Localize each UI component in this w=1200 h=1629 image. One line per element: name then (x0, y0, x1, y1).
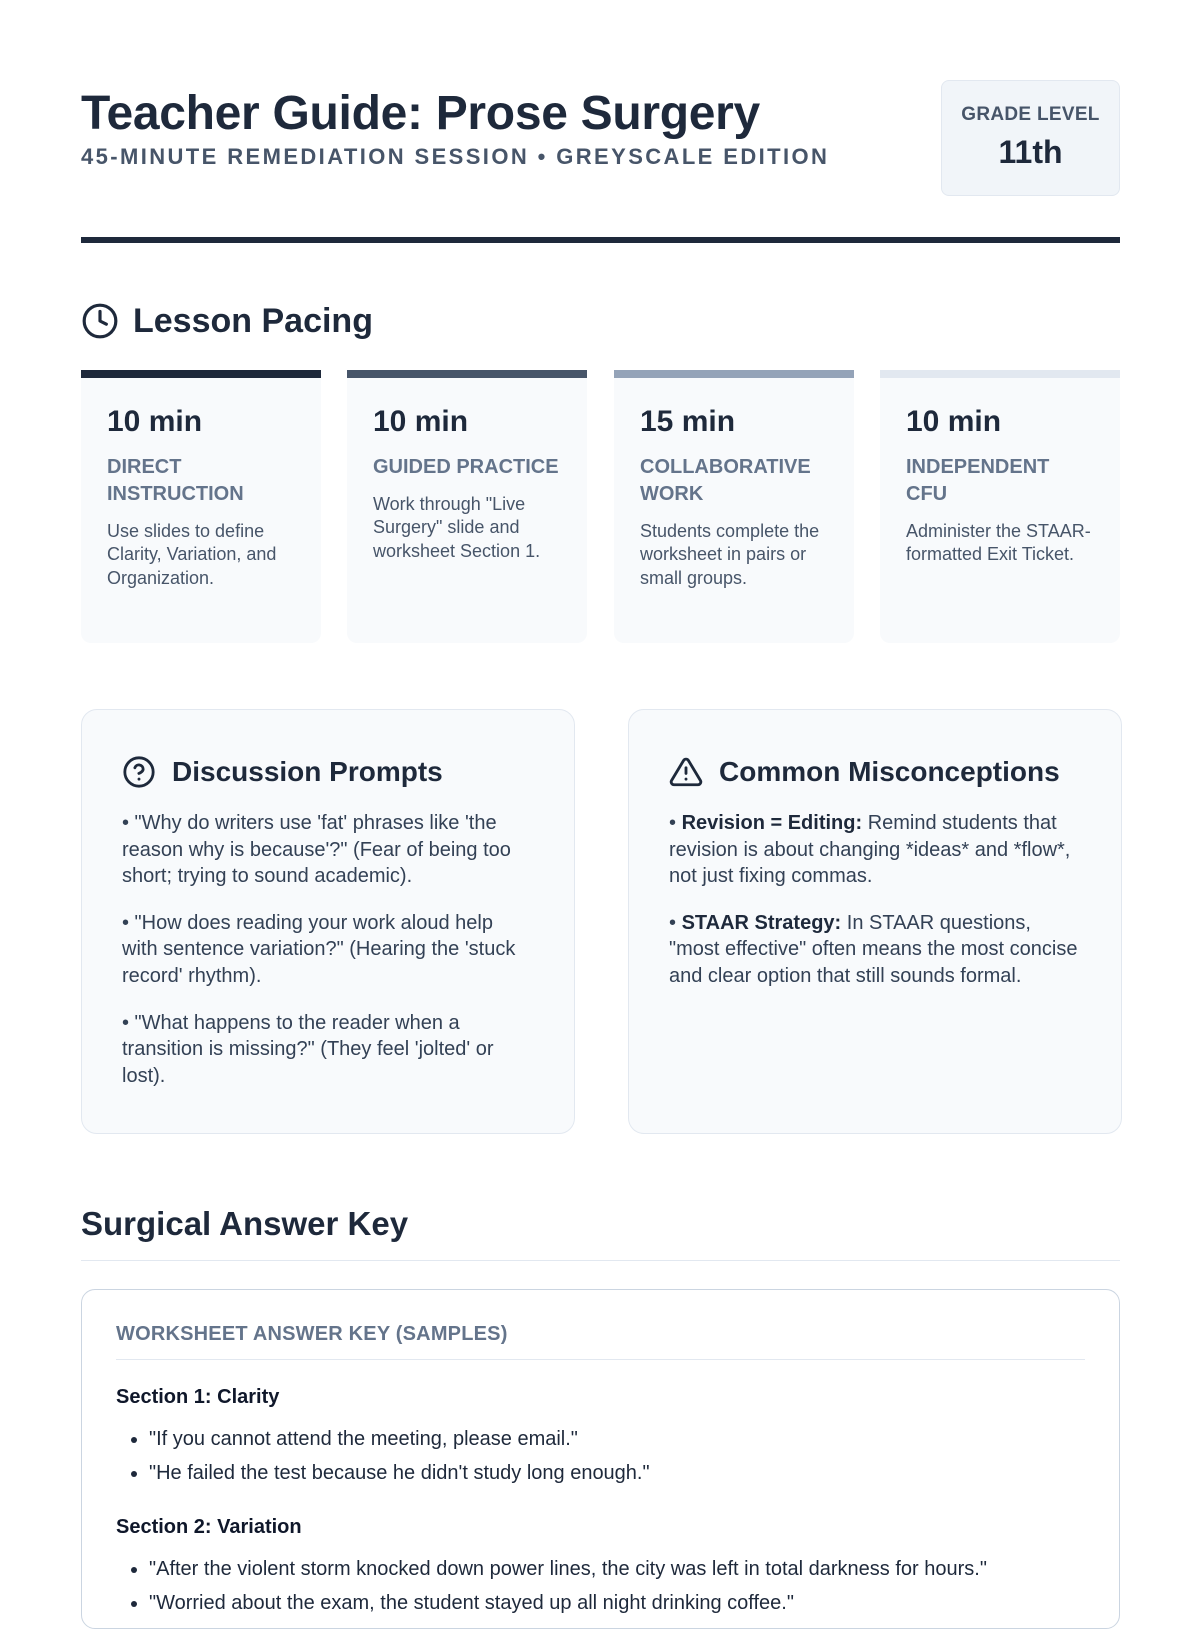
misconception-text: In STAAR questions, "most effective" often means the most concise and clear option that still sounds formal. (669, 911, 1078, 987)
phase-description: Use slides to define Clarity, Variation, and Organization. (107, 521, 277, 588)
discussion-prompts-card (81, 709, 575, 1134)
common-misconceptions-title: Common Misconceptions (719, 756, 1060, 787)
question-circle-icon (122, 755, 156, 789)
list-item: • "Why do writers use 'fat' phrases like 'the reason why is because'?" (Fear of being too short; trying to sound academic). (122, 812, 511, 888)
phase-card-collaborative-work (614, 370, 854, 643)
page-title: Teacher Guide: Prose Surgery (81, 87, 760, 140)
pacing-phases (81, 370, 1120, 643)
phase-name: DIRECT INSTRUCTION (107, 456, 244, 505)
list-item: • "How does reading your work aloud help with sentence variation?" (Hearing the 'stuck record' rhythm). (122, 911, 516, 987)
discussion-prompts-heading (122, 754, 534, 790)
answer-section-list (116, 1422, 1085, 1490)
phase-card-independent-cfu (880, 370, 1120, 643)
answer-key-title: Surgical Answer Key (81, 1205, 409, 1242)
misconception-text: Remind students that revision is about changing *ideas* and *flow*, not just fixing commas. (669, 812, 1071, 888)
common-misconceptions-heading (669, 754, 1081, 790)
list-item: • "If you cannot attend the meeting, please email." (149, 1422, 1085, 1456)
warning-triangle-icon (669, 755, 703, 789)
answer-key-card-title: WORKSHEET ANSWER KEY (SAMPLES) (116, 1323, 1085, 1360)
answer-key-heading (81, 1205, 1120, 1261)
phase-time: 10 min (906, 405, 1002, 438)
grade-level-value: 11th (998, 134, 1063, 170)
answer-key-card (81, 1289, 1120, 1629)
answer-section-title: Section 1: Clarity (116, 1386, 280, 1408)
list-item: • "What happens to the reader when a transition is missing?" (They feel 'jolted' or lost). (122, 1011, 494, 1087)
misconceptions-list (669, 810, 1081, 990)
phase-description: Work through "Live Surgery" slide and worksheet Section 1. (373, 494, 541, 561)
discussion-prompts-list (122, 810, 534, 1089)
answer-section-title: Section 2: Variation (116, 1516, 302, 1538)
list-item: • "He failed the test because he didn't study long enough." (149, 1456, 1085, 1490)
grade-level-badge (941, 80, 1120, 196)
phase-description: Administer the STAAR-formatted Exit Ticket. (906, 521, 1091, 565)
misconception-term: Revision = Editing: (681, 812, 863, 834)
list-item: • STAAR Strategy: In STAAR questions, "most effective" often means the most concise and clear option that still sounds formal. (669, 911, 1078, 987)
common-misconceptions-card (628, 709, 1122, 1134)
phase-description: Students complete the worksheet in pairs or small groups. (640, 521, 820, 588)
grade-level-label: GRADE LEVEL (961, 104, 1100, 125)
lesson-pacing-heading (81, 300, 373, 342)
misconception-term: STAAR Strategy: (681, 911, 842, 934)
phase-card-guided-practice (347, 370, 587, 643)
header-divider (81, 237, 1120, 243)
phase-time: 10 min (373, 405, 469, 438)
answer-section-list (116, 1552, 1085, 1620)
list-item: • "After the violent storm knocked down power lines, the city was left in total darkness for hours." (149, 1552, 1085, 1586)
phase-card-direct-instruction (81, 370, 321, 643)
phase-time: 15 min (640, 405, 736, 438)
phase-time: 10 min (107, 405, 203, 438)
phase-name: INDEPENDENT CFU (906, 456, 1050, 505)
phase-name: COLLABORATIVE WORK (640, 456, 811, 505)
page-header (81, 80, 1120, 200)
list-item: • "Worried about the exam, the student stayed up all night drinking coffee." (149, 1586, 1085, 1620)
discussion-prompts-title: Discussion Prompts (172, 756, 443, 787)
clock-icon (81, 302, 119, 340)
list-item: • Revision = Editing: Remind students that revision is about changing *ideas* and *flow*, not just fixing commas. (669, 812, 1071, 888)
page-subtitle: 45-MINUTE REMEDIATION SESSION • GREYSCALE EDITION (81, 144, 830, 169)
lesson-pacing-title: Lesson Pacing (133, 301, 373, 340)
phase-name: GUIDED PRACTICE (373, 456, 559, 478)
